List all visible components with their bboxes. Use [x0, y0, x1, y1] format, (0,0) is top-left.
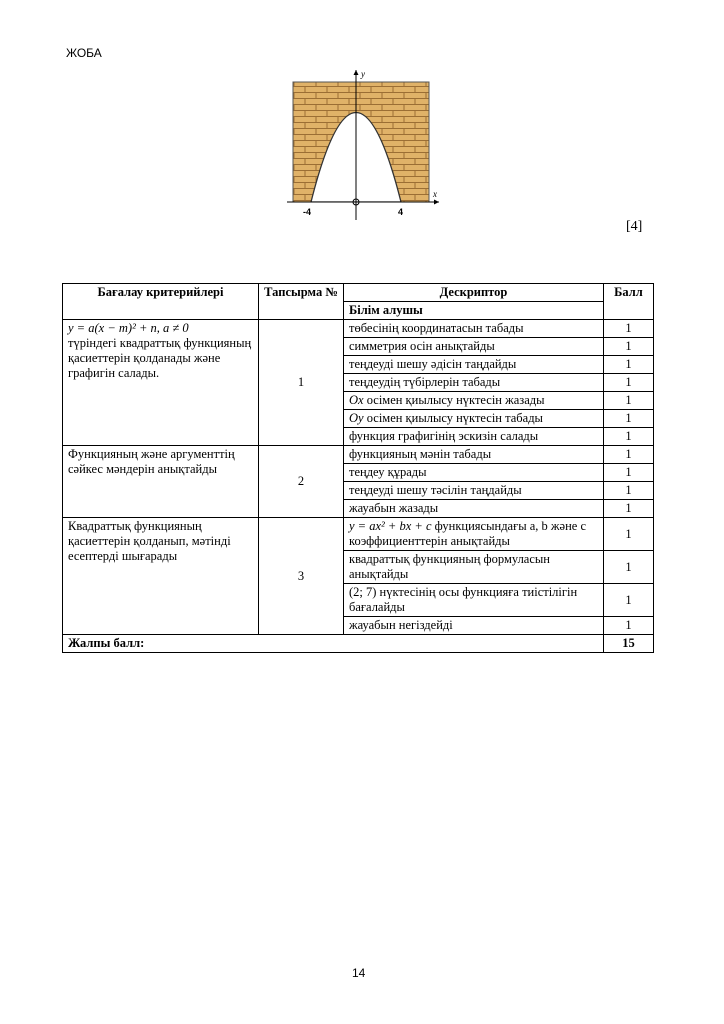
descriptor-cell: симметрия осін анықтайды [344, 338, 604, 356]
total-label: Жалпы балл: [63, 635, 604, 653]
header-descriptor: Дескриптор [344, 284, 604, 302]
x-tick-right: 4 [398, 207, 404, 217]
table-row [63, 446, 654, 464]
criteria-cell-2: Функцияның және аргументтің сәйкес мәндерін анықтайды [63, 446, 259, 518]
descriptor-cell: төбесінің координатасын табады [344, 320, 604, 338]
points-cell: 1 [604, 356, 654, 374]
x-axis-label: x [433, 189, 437, 199]
task-number-2: 2 [259, 446, 344, 518]
descriptor-axis-name: Оу [349, 411, 364, 425]
points-cell: 1 [604, 410, 654, 428]
header-criteria: Бағалау критерийлері [63, 284, 259, 320]
document-header-label: ЖОБА [66, 46, 102, 60]
descriptor-cell: квадраттық функцияның формуласын анықтайды [344, 551, 604, 584]
total-row [63, 635, 654, 653]
descriptor-cell [344, 518, 604, 551]
descriptor-cell: (2; 7) нүктесінің осы функцияға тиістілігін бағалайды [344, 584, 604, 617]
descriptor-cell: теңдеу құрады [344, 464, 604, 482]
descriptor-cell: функция графигінің эскизін салады [344, 428, 604, 446]
header-task: Тапсырма № [259, 284, 344, 320]
points-cell: 1 [604, 584, 654, 617]
table-header-row [63, 284, 654, 302]
descriptor-cell: теңдеудің түбірлерін табады [344, 374, 604, 392]
points-cell: 1 [604, 338, 654, 356]
subheader-learner: Білім алушы [344, 302, 604, 320]
descriptor-formula: y = ax² + bx + c [349, 519, 432, 533]
descriptor-text: функциясындағы a, b және c коэффициенттерін анықтайды [349, 519, 587, 548]
brick-wall [293, 82, 429, 202]
descriptor-text: осімен қиылысу нүктесін табады [363, 411, 543, 425]
page-number: 14 [352, 966, 366, 980]
x-tick-left: -4 [303, 207, 312, 217]
task-number-3: 3 [259, 518, 344, 635]
points-cell: 1 [604, 482, 654, 500]
descriptor-axis-name: Ох [349, 393, 364, 407]
points-cell: 1 [604, 518, 654, 551]
descriptor-cell: функцияның мәнін табады [344, 446, 604, 464]
criteria-cell-3: Квадраттық функцияның қасиеттерін қолданып, мәтінді есептерді шығарады [63, 518, 259, 635]
criteria-text: түріндегі квадраттық функцияның қасиеттерін қолданады және графигін салады. [68, 336, 252, 380]
y-axis-label: y [361, 69, 365, 79]
points-cell: 1 [604, 392, 654, 410]
points-cell: 1 [604, 428, 654, 446]
points-cell: 1 [604, 446, 654, 464]
header-points: Балл [604, 284, 654, 320]
criteria-cell-1 [63, 320, 259, 446]
task-score-label: [4] [626, 219, 643, 234]
points-cell: 1 [604, 320, 654, 338]
points-cell: 1 [604, 551, 654, 584]
descriptor-cell: теңдеуді шешу тәсілін таңдайды [344, 482, 604, 500]
table-row [63, 320, 654, 338]
parabola-arch-figure [283, 68, 443, 222]
points-cell: 1 [604, 617, 654, 635]
descriptor-text: осімен қиылысу нүктесін жазады [363, 393, 545, 407]
total-points: 15 [604, 635, 654, 653]
descriptor-cell [344, 392, 604, 410]
descriptor-cell: жауабын негіздейді [344, 617, 604, 635]
assessment-rubric-table [62, 283, 654, 653]
descriptor-cell: теңдеуді шешу әдісін таңдайды [344, 356, 604, 374]
table-row [63, 518, 654, 551]
points-cell: 1 [604, 464, 654, 482]
points-cell: 1 [604, 500, 654, 518]
points-cell: 1 [604, 374, 654, 392]
criteria-formula: y = a(x − m)² + n, a ≠ 0 [68, 321, 189, 335]
task-number-1: 1 [259, 320, 344, 446]
descriptor-cell [344, 410, 604, 428]
descriptor-cell: жауабын жазады [344, 500, 604, 518]
